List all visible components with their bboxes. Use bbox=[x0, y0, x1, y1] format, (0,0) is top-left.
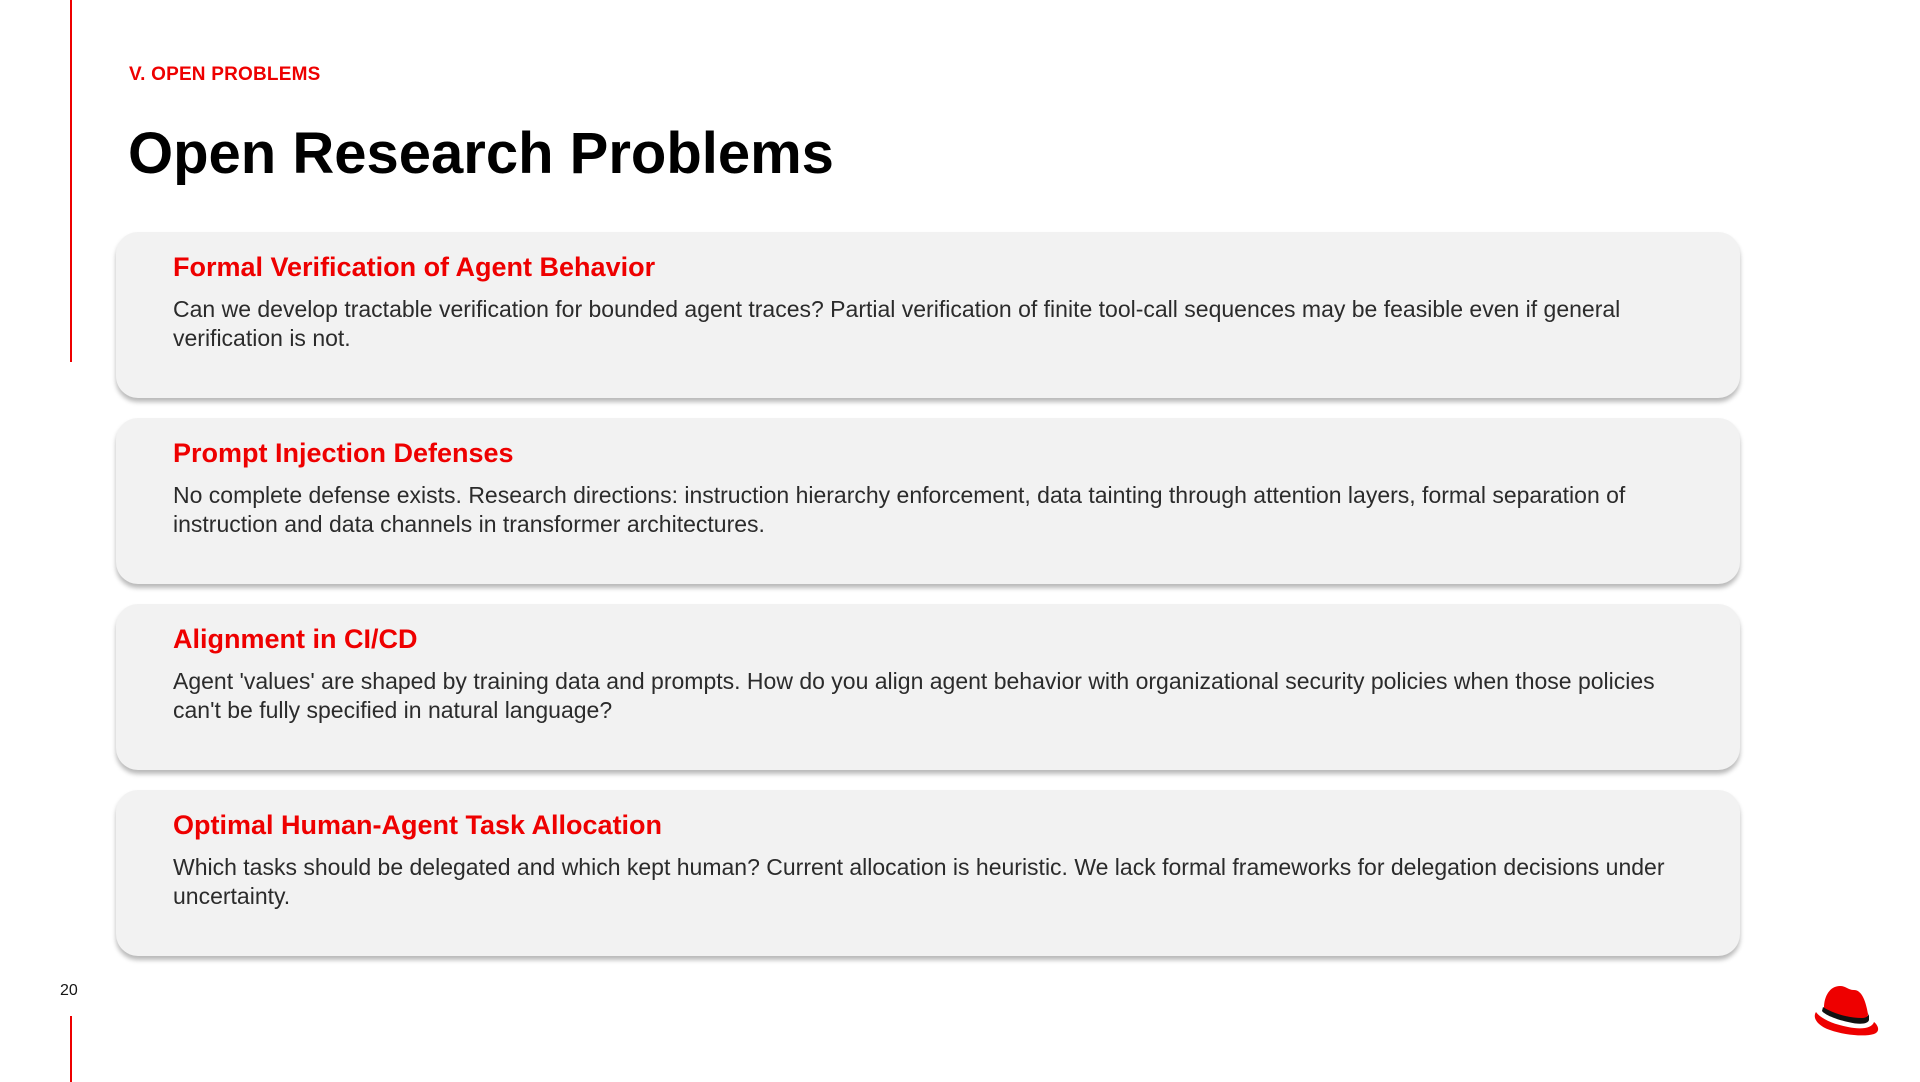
page-title: Open Research Problems bbox=[128, 121, 834, 186]
problem-card-title: Prompt Injection Defenses bbox=[173, 438, 514, 468]
problem-card-title: Formal Verification of Agent Behavior bbox=[173, 252, 656, 282]
page-number: 20 bbox=[60, 982, 78, 999]
problem-card bbox=[116, 418, 1740, 584]
problem-card bbox=[116, 232, 1740, 398]
problem-card-title: Optimal Human-Agent Task Allocation bbox=[173, 810, 663, 840]
problem-card-body: Which tasks should be delegated and which kept human? Current allocation is heuristic. We lack formal frameworks for delegation decisions under uncertainty. bbox=[173, 854, 1665, 910]
left-accent-rule-bottom bbox=[70, 1016, 72, 1082]
problem-card-body: Can we develop tractable verification for bounded agent traces? Partial verification of finite tool-call sequences may be feasible even if general verification is not. bbox=[173, 296, 1621, 352]
problem-card bbox=[116, 790, 1740, 956]
section-label: V. OPEN PROBLEMS bbox=[129, 64, 321, 85]
problem-card-body: Agent 'values' are shaped by training data and prompts. How do you align agent behavior with organizational security policies when those policies can't be fully specified in natural language? bbox=[173, 668, 1655, 724]
left-accent-rule-top bbox=[70, 0, 72, 362]
problem-card-title: Alignment in CI/CD bbox=[173, 624, 418, 654]
problem-card-body: No complete defense exists. Research directions: instruction hierarchy enforcement, data tainting through attention layers, formal separation of instruction and data channels in transformer architectures. bbox=[173, 482, 1626, 538]
red-hat-fedora-icon bbox=[1812, 982, 1880, 1040]
problem-card-list bbox=[116, 232, 1740, 976]
problem-card bbox=[116, 604, 1740, 770]
